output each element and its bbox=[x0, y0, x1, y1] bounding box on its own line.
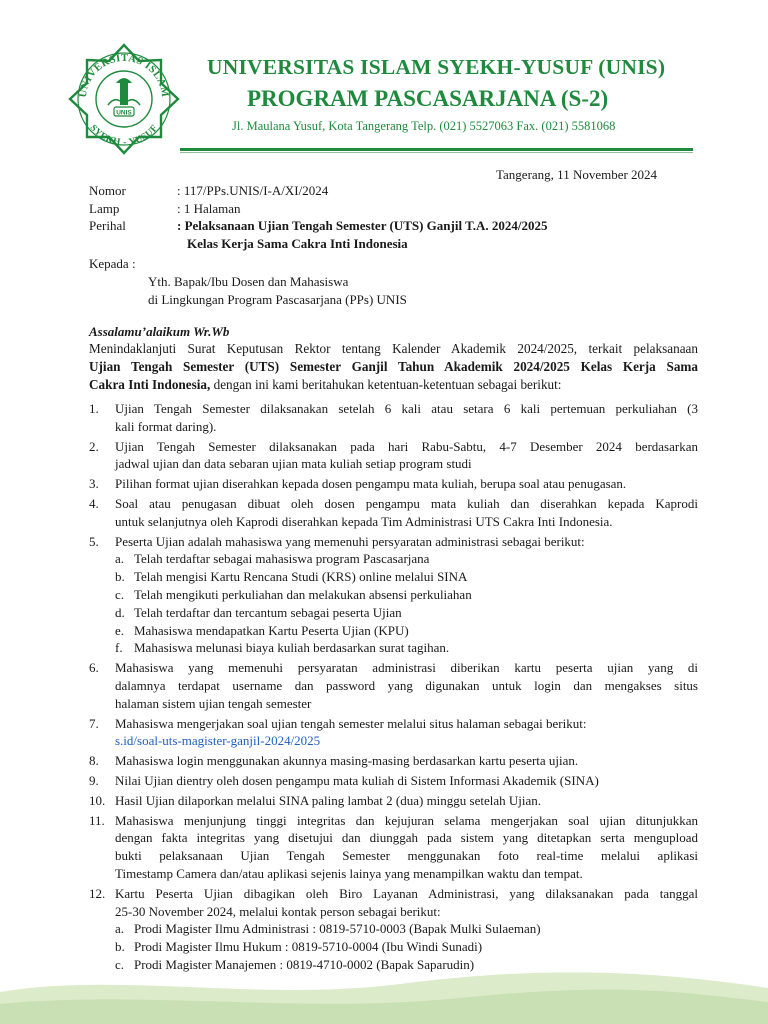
recipient-line: di Lingkungan Program Pascasarjana (PPs) UNIS bbox=[148, 292, 407, 307]
footer-wave-decoration bbox=[0, 962, 768, 1024]
list-item-text: untuk selanjutnya oleh Kaprodi diserahkan kepada Tim Administrasi UTS Cakra Inti Indonesia. bbox=[115, 513, 613, 529]
meta-value: : Pelaksanaan Ujian Tengah Semester (UTS) Ganjil T.A. 2024/2025 bbox=[177, 218, 548, 233]
list-item bbox=[89, 400, 698, 436]
university-name: UNIVERSITAS ISLAM SYEKH-YUSUF (UNIS) bbox=[207, 55, 666, 79]
list-item bbox=[89, 475, 698, 493]
sub-list-item bbox=[115, 568, 698, 586]
sub-list-letter: c. bbox=[115, 586, 125, 602]
list-item-text: Mahasiswa mengerjakan soal ujian tengah semester melalui situs halaman sebagai berikut: bbox=[115, 715, 587, 731]
intro-rest: dengan ini kami beritahukan ketentuan-ketentuan sebagai berikut: bbox=[210, 377, 562, 392]
recipient bbox=[148, 273, 407, 309]
list-item bbox=[89, 495, 698, 531]
list-item-text: Ujian Tengah Semester dilaksanakan pada hari Rabu-Sabtu, 4-7 Desember 2024 berdasarkan bbox=[115, 438, 698, 454]
sub-list-text: Prodi Magister Ilmu Administrasi : 0819-5710-0003 (Bapak Mulki Sulaeman) bbox=[134, 921, 541, 937]
greeting: Assalamu’alaikum Wr.Wb bbox=[89, 324, 230, 339]
sub-list-text: Telah terdaftar sebagai mahasiswa program Pascasarjana bbox=[134, 551, 430, 567]
list-item bbox=[89, 659, 698, 712]
list-item-text: jadwal ujian dan data sebaran ujian mata kuliah setiap program studi bbox=[115, 456, 472, 472]
intro-paragraph bbox=[89, 340, 698, 394]
letter-meta bbox=[89, 182, 548, 252]
program-name: PROGRAM PASCASARJANA (S-2) bbox=[247, 86, 609, 111]
svg-text:SYEKH - YUSUF: SYEKH - YUSUF bbox=[87, 123, 161, 149]
letter-date: Tangerang, 11 November 2024 bbox=[496, 167, 658, 182]
list-item-number: 2. bbox=[89, 438, 99, 454]
exam-site-link[interactable]: s.id/soal-uts-magister-ganjil-2024/2025 bbox=[115, 733, 321, 749]
sub-list-item bbox=[115, 550, 698, 568]
meta-value: : 117/PPs.UNIS/I-A/XI/2024 bbox=[177, 183, 329, 198]
meta-row-nomor bbox=[89, 182, 548, 200]
meta-label: Nomor bbox=[89, 183, 126, 198]
sub-list-letter: b. bbox=[115, 569, 125, 585]
sub-list-text: Telah terdaftar dan tercantum sebagai peserta Ujian bbox=[134, 604, 402, 620]
sub-list-text: Mahasiswa melunasi biaya kuliah berdasarkan surat tagihan. bbox=[134, 640, 450, 656]
list-item bbox=[89, 438, 698, 474]
list-item-text: kali format daring). bbox=[115, 418, 217, 434]
svg-text:UNIVERSITAS ISLAM: UNIVERSITAS ISLAM bbox=[77, 52, 171, 99]
header-divider bbox=[180, 148, 693, 151]
list-item-text: Mahasiswa login menggunakan akunnya masing-masing berdasarkan kartu peserta ujian. bbox=[115, 753, 579, 769]
list-item bbox=[89, 792, 698, 810]
university-seal-icon bbox=[68, 43, 180, 155]
list-item-text: bukti pelaksanaan Ujian Tengah Semester menggunakan foto real-time melalui aplikasi bbox=[115, 848, 698, 864]
list-item-number: 4. bbox=[89, 495, 99, 511]
meta-label: Lamp bbox=[89, 200, 120, 216]
list-item-text: 25-30 November 2024, melalui kontak person sebagai berikut: bbox=[115, 903, 441, 919]
provisions-list bbox=[89, 400, 698, 976]
sub-list-item bbox=[115, 639, 698, 657]
list-item-text: Nilai Ujian dientry oleh dosen pengampu mata kuliah di Sistem Informasi Akademik (SINA) bbox=[115, 772, 599, 788]
recipient-line: Yth. Bapak/Ibu Dosen dan Mahasiswa bbox=[148, 274, 349, 289]
list-item-text: Mahasiswa yang memenuhi persyaratan administrasi diberikan kartu peserta ujian yang di bbox=[115, 660, 698, 676]
meta-row-perihal bbox=[89, 217, 548, 235]
sub-list-letter: a. bbox=[115, 921, 125, 937]
sub-list-letter: e. bbox=[115, 622, 125, 638]
list-item-number: 11. bbox=[89, 812, 105, 828]
list-item-text: dengan fakta integritas yang disetujui dan diunggah pada sistem yang ditetapkan serta mengupload bbox=[115, 830, 698, 846]
list-item-text: Mahasiswa menjunjung tinggi integritas dan kejujuran selama mengerjakan soal ujian ditunjukkan bbox=[115, 812, 698, 828]
sub-list-item bbox=[115, 604, 698, 622]
list-item-text: Peserta Ujian adalah mahasiswa yang memenuhi persyaratan administrasi sebagai berikut: bbox=[115, 533, 585, 549]
list-item-number: 7. bbox=[89, 715, 99, 731]
list-item bbox=[89, 812, 698, 883]
sub-list-text: Mahasiswa mendapatkan Kartu Peserta Ujian (KPU) bbox=[134, 622, 409, 638]
meta-label: Perihal bbox=[89, 218, 126, 233]
list-item-number: 12. bbox=[89, 885, 106, 901]
header-divider-thin bbox=[180, 152, 693, 153]
intro-bold: Cakra Inti Indonesia, bbox=[89, 377, 211, 392]
list-item bbox=[89, 715, 698, 751]
sub-list-text: Prodi Magister Manajemen : 0819-4710-0002 (Bapak Saparudin) bbox=[134, 956, 475, 972]
list-item-text: halaman sistem ujian tengah semester bbox=[115, 695, 312, 711]
sub-list-item bbox=[115, 938, 698, 956]
list-item-text: dalamnya terdapat username dan password yang digunakan untuk login dan mengakses situs bbox=[115, 677, 698, 693]
list-item-text: Hasil Ujian dilaporkan melalui SINA paling lambat 2 (dua) minggu setelah Ujian. bbox=[115, 792, 542, 808]
meta-value: Kelas Kerja Sama Cakra Inti Indonesia bbox=[187, 235, 408, 251]
list-item-text: Soal atau penugasan dibuat oleh dosen pengampu mata kuliah dan diserahkan kepada Kaprodi bbox=[115, 495, 698, 511]
list-item bbox=[89, 772, 698, 790]
to-label: Kepada : bbox=[89, 256, 136, 271]
list-item-number: 6. bbox=[89, 660, 99, 676]
sub-list-letter: f. bbox=[115, 640, 123, 656]
institution-address: Jl. Maulana Yusuf, Kota Tangerang Telp. (021) 5527063 Fax. (021) 5581068 bbox=[232, 119, 616, 133]
sub-list-letter: c. bbox=[115, 956, 125, 972]
meta-row-lamp bbox=[89, 200, 548, 218]
intro-line: Menindaklanjuti Surat Keputusan Rektor tentang Kalender Akademik 2024/2025, terkait pelaksanaan bbox=[89, 341, 698, 356]
list-item-number: 1. bbox=[89, 401, 99, 416]
sub-list-letter: d. bbox=[115, 604, 125, 620]
list-item bbox=[89, 885, 698, 974]
meta-value: : 1 Halaman bbox=[177, 200, 241, 216]
sub-list-text: Prodi Magister Ilmu Hukum : 0819-5710-0004 (Ibu Windi Sunadi) bbox=[134, 939, 483, 955]
sub-list-item bbox=[115, 622, 698, 640]
list-item-text: Ujian Tengah Semester dilaksanakan setelah 6 kali atau setara 6 kali pertemuan perkuliahan (3 bbox=[115, 401, 698, 416]
sub-list-text: Telah mengikuti perkuliahan dan melakukan absensi perkuliahan bbox=[134, 586, 472, 602]
sub-list-item bbox=[115, 586, 698, 604]
list-item bbox=[89, 533, 698, 658]
sub-list-letter: b. bbox=[115, 939, 125, 955]
list-item bbox=[89, 752, 698, 770]
list-item-number: 10. bbox=[89, 792, 106, 808]
sub-list-letter: a. bbox=[115, 551, 125, 567]
list-item-number: 5. bbox=[89, 533, 99, 549]
intro-line bbox=[89, 376, 698, 394]
list-item-number: 3. bbox=[89, 476, 99, 492]
list-item-text: Timestamp Camera dan/atau aplikasi sejenis lainya yang menampilkan waktu dan tempat. bbox=[115, 865, 583, 881]
sub-list-item bbox=[115, 920, 698, 938]
svg-text:UNIS: UNIS bbox=[116, 109, 132, 117]
sub-list-text: Telah mengisi Kartu Rencana Studi (KRS) online melalui SINA bbox=[134, 569, 468, 585]
meta-row-perihal-cont bbox=[89, 235, 548, 253]
list-item-text: Pilihan format ujian diserahkan kepada dosen pengampu mata kuliah, berupa soal atau penugasan. bbox=[115, 476, 627, 492]
list-item-text: Kartu Peserta Ujian dibagikan oleh Biro Layanan Administrasi, yang dilaksanakan pada tanggal bbox=[115, 885, 698, 901]
intro-line: Ujian Tengah Semester (UTS) Semester Ganjil Tahun Akademik 2024/2025 Kelas Kerja Sama bbox=[89, 359, 698, 374]
list-item-number: 9. bbox=[89, 772, 99, 788]
list-item-number: 8. bbox=[89, 753, 99, 769]
